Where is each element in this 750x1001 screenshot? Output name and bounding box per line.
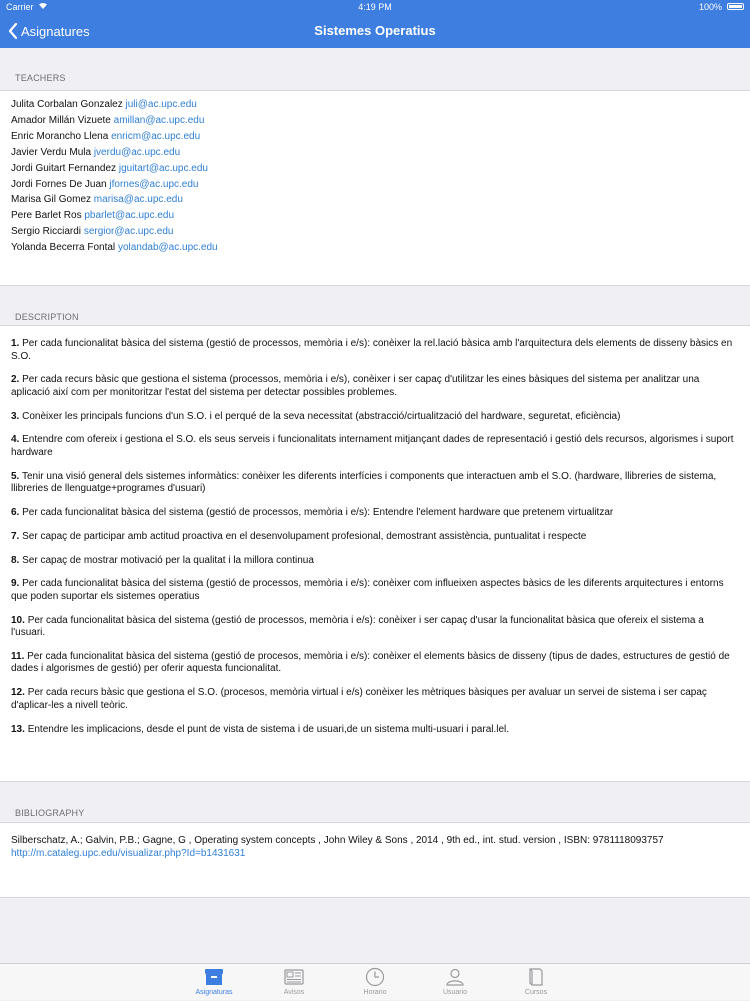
teacher-email-link[interactable]: amillan@ac.upc.edu <box>113 114 205 126</box>
description-item-number: 4. <box>11 434 20 446</box>
description-item-text: Per cada recurs bàsic que gestiona el sistema (processos, memòria i e/s), conèixer i ser capaç d'utilitzar les eines bàsiques del sistema per analitzar una aplicació així com per monitoritzar l'estat del sistema per detectar possibles problemes. <box>11 374 700 398</box>
tab-label: Usuario <box>442 989 468 996</box>
teacher-name: Javier Verdu Mula <box>11 146 92 158</box>
description-item-number: 6. <box>11 506 20 518</box>
description-item <box>11 687 734 712</box>
teacher-row <box>11 97 750 113</box>
navigation-bar <box>0 14 750 48</box>
description-item-number: 1. <box>11 338 20 349</box>
description-item-text: Per cada funcionalitat bàsica del sistema (gestió de processos, memòria i e/s): conèixer la rel.lació bàsica amb l'arquitectura dels elements de disseny bàsics en S.O. <box>11 338 733 362</box>
book-icon <box>525 966 547 988</box>
teacher-row <box>11 240 750 256</box>
tab-usuario[interactable] <box>425 964 485 1001</box>
description-item-text: Entendre com ofereix i gestiona el S.O. els seus serveis i funcionalitats internament mitjançant dades de representació i gestió dels recursos, algorismes i suport hardware <box>11 434 734 458</box>
teacher-email-link[interactable]: juli@ac.upc.edu <box>125 99 197 110</box>
teacher-name: Pere Barlet Ros <box>11 210 82 222</box>
tab-label: Horario <box>363 989 387 996</box>
description-item-text: Ser capaç de mostrar motivació per la qualitat i la millora continua <box>22 554 314 566</box>
tab-bar <box>0 963 750 1000</box>
description-item-text: Per cada funcionalitat bàsica del sistema (gestió de procesos, memòria i e/s): conèixer el elements bàsics de disseny (tipus de dades, estructures de gestió de dades i algorismes de gestió) per oferir aquesta funcionalitat. <box>11 650 730 675</box>
tab-label: Cursos <box>524 989 548 996</box>
chevron-left-icon <box>8 23 18 39</box>
battery-percent: 100% <box>698 2 722 12</box>
description-item <box>11 338 734 363</box>
description-item-number: 3. <box>11 410 20 422</box>
tab-label: Asignaturas <box>195 989 233 996</box>
clock-icon <box>364 966 386 988</box>
description-item <box>11 724 734 737</box>
page-title: Sistemes Operatius <box>314 23 436 38</box>
description-item-text: Per cada funcionalitat bàsica del sistema (gestió de processos, memòria i e/s): conèixer i ser capaç d'usar la funcionalitat bàsica que ofereix el sistema a l'usuari. <box>11 614 704 639</box>
bibliography-card <box>0 822 750 898</box>
teacher-email-link[interactable]: jguitart@ac.upc.edu <box>118 162 208 174</box>
description-item-number: 11. <box>11 650 25 662</box>
description-card <box>0 325 750 782</box>
teacher-name: Amador Millán Vizuete <box>11 114 111 126</box>
description-item <box>11 531 734 544</box>
teachers-header: TEACHERS <box>15 73 66 83</box>
description-item <box>11 507 734 520</box>
description-item <box>11 555 734 568</box>
teacher-name: Jordi Fornes De Juan <box>11 178 107 190</box>
teachers-card <box>0 90 750 286</box>
teacher-email-link[interactable]: sergior@ac.upc.edu <box>83 226 174 238</box>
user-icon <box>444 966 466 988</box>
teacher-name: Julita Corbalan Gonzalez <box>11 99 123 110</box>
description-item-text: Per cada funcionalitat bàsica del sistema (gestió de processos, memòria i e/s): Entendre l'element hardware que pretenem virtualitzar <box>22 506 614 518</box>
tab-horario[interactable] <box>345 964 405 1001</box>
tab-avisos[interactable] <box>264 964 324 1001</box>
description-item-text: Conèixer les principals funcions d'un S.O. i el perqué de la seva necessitat (abstracció/cirtualització del hardware, seguretat, eficiència) <box>22 410 621 422</box>
bibliography-link[interactable]: http://m.cataleg.upc.edu/visualizar.php?Id=b1431631 <box>11 847 246 859</box>
description-item <box>11 471 734 496</box>
description-item-number: 2. <box>11 374 20 386</box>
teacher-email-link[interactable]: marisa@ac.upc.edu <box>93 194 183 206</box>
description-item <box>11 434 734 459</box>
teacher-row <box>11 161 750 177</box>
teacher-row <box>11 177 750 193</box>
teacher-row <box>11 208 750 224</box>
description-header: DESCRIPTION <box>15 312 79 322</box>
description-item-number: 9. <box>11 578 20 590</box>
teacher-row <box>11 113 750 129</box>
bibliography-text: Silberschatz, A.; Galvin, P.B.; Gagne, G , Operating system concepts , John Wiley & Sons , 2014 , 9th ed., int. stud. version , ISBN: 9781118093757 <box>11 835 664 846</box>
teacher-email-link[interactable]: pbarlet@ac.upc.edu <box>84 210 175 222</box>
teacher-name: Enric Morancho Llena <box>11 130 109 142</box>
description-item-number: 7. <box>11 530 20 542</box>
description-item-text: Per cada recurs bàsic que gestiona el S.O. (procesos, memòria virtual i e/s) conèixer les mètriques bàsiques per avaluar un servei de sistema i ser capaç d'aplicar-les a nivell teòric. <box>11 687 707 711</box>
description-item <box>11 651 734 676</box>
teacher-row <box>11 145 750 161</box>
bibliography-header: BIBLIOGRAPHY <box>15 808 85 818</box>
back-button-label: Asignatures <box>21 23 90 39</box>
description-item-text: Ser capaç de participar amb actitud proactiva en el desenvolupament profesional, demostrant assistència, puntualitat i respecte <box>22 530 587 542</box>
description-list <box>11 338 734 736</box>
back-button[interactable] <box>8 14 90 48</box>
tab-cursos[interactable] <box>506 964 566 1001</box>
description-item-number: 8. <box>11 554 20 566</box>
battery-icon <box>727 3 744 10</box>
teacher-row <box>11 224 750 240</box>
teacher-name: Jordi Guitart Fernandez <box>11 162 117 174</box>
box-icon <box>203 966 225 988</box>
description-item-number: 13. <box>11 723 25 735</box>
teacher-email-link[interactable]: enricm@ac.upc.edu <box>111 130 201 142</box>
teacher-row <box>11 129 750 145</box>
teacher-name: Yolanda Becerra Fontal <box>11 242 116 254</box>
teachers-list <box>11 97 750 256</box>
description-item-number: 10. <box>11 614 25 626</box>
description-item-number: 12. <box>11 687 25 699</box>
description-item-text: Entendre les implicacions, desde el punt de vista de sistema i de usuari,de un sistema multi-usuari i paral.lel. <box>27 723 510 735</box>
description-item-number: 5. <box>11 470 20 482</box>
tab-asignaturas[interactable] <box>184 964 244 1001</box>
teacher-email-link[interactable]: jfornes@ac.upc.edu <box>109 178 199 190</box>
description-item <box>11 374 734 399</box>
teacher-name: Marisa Gil Gomez <box>11 194 92 206</box>
teacher-email-link[interactable]: jverdu@ac.upc.edu <box>93 146 181 158</box>
newspaper-icon <box>283 966 305 988</box>
teacher-name: Sergio Ricciardi <box>11 226 82 238</box>
description-item-text: Per cada funcionalitat bàsica del sistema (gestió de processos, memòria i e/s): conèixer com influeixen aspectes bàsics de les diferents arquitectures i entorns que poden suportar els sistemes operatius <box>11 578 724 602</box>
description-item-text: Tenir una visió general dels sistemes informàtics: conèixer les diferents interfícies i components que interactuen amb el S.O. (hardware, llibreries de sistema, llibreries de llenguatge+programes d'usuari) <box>11 470 717 495</box>
status-bar <box>0 0 750 14</box>
description-item <box>11 615 734 640</box>
teacher-row <box>11 192 750 208</box>
description-item <box>11 411 734 424</box>
tab-label: Avisos <box>283 989 305 996</box>
teacher-email-link[interactable]: yolandab@ac.upc.edu <box>117 242 218 254</box>
status-time: 4:19 PM <box>358 2 392 12</box>
description-item <box>11 578 734 603</box>
carrier-label: Carrier <box>6 2 34 12</box>
